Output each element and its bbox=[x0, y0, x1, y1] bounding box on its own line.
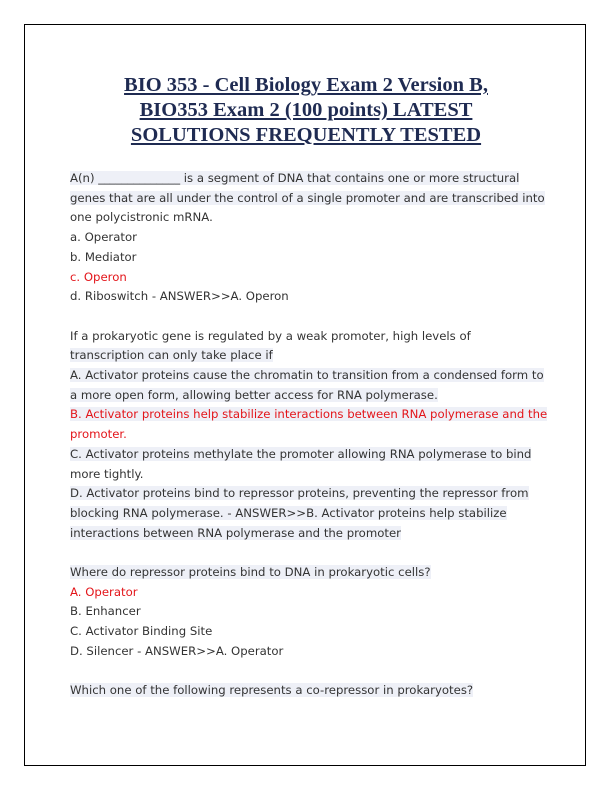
question-text: If a prokaryotic gene is regulated by a weak promoter, high levels of bbox=[70, 328, 471, 343]
correct-answer-option: c. Operon bbox=[70, 269, 127, 284]
answer-option: B. Enhancer bbox=[70, 604, 141, 619]
document-body bbox=[70, 169, 550, 701]
question-text: A(n) ______________ is a segment of DNA that contains one or more structural bbox=[70, 171, 520, 185]
question-text: genes that are all under the control of a single promoter and are transcribed into bbox=[70, 190, 545, 205]
correct-answer-option: promoter. bbox=[70, 427, 127, 442]
answer-option: a. Operator bbox=[70, 230, 137, 245]
answer-option: blocking RNA polymerase. - ANSWER>>B. Activator proteins help stabilize bbox=[70, 505, 507, 520]
answer-option: d. Riboswitch - ANSWER>>A. Operon bbox=[70, 289, 289, 304]
answer-option: interactions between RNA polymerase and the promoter bbox=[70, 525, 401, 540]
question-3 bbox=[70, 563, 550, 662]
question-4 bbox=[70, 681, 550, 701]
question-text: Which one of the following represents a co-repressor in prokaryotes? bbox=[70, 683, 474, 698]
answer-option: D. Silencer - ANSWER>>A. Operator bbox=[70, 643, 284, 658]
question-2 bbox=[70, 327, 550, 544]
question-text: one polycistronic mRNA. bbox=[70, 210, 213, 225]
correct-answer-option: A. Operator bbox=[70, 584, 138, 599]
answer-option: D. Activator proteins bind to repressor proteins, preventing the repressor from bbox=[70, 486, 529, 501]
correct-answer-option: B. Activator proteins help stabilize interactions between RNA polymerase and the bbox=[70, 407, 548, 422]
title-line: BIO 353 - Cell Biology Exam 2 Version B, bbox=[124, 74, 488, 96]
answer-option: C. Activator Binding Site bbox=[70, 624, 213, 639]
answer-option: more tightly. bbox=[70, 466, 144, 481]
answer-option: a more open form, allowing better access for RNA polymerase. bbox=[70, 387, 438, 402]
question-text: Where do repressor proteins bind to DNA in prokaryotic cells? bbox=[70, 565, 431, 580]
title-line: SOLUTIONS FREQUENTLY TESTED bbox=[130, 124, 482, 146]
answer-option: C. Activator proteins methylate the promoter allowing RNA polymerase to bind bbox=[70, 446, 532, 461]
document-title bbox=[24, 73, 588, 148]
answer-option: A. Activator proteins cause the chromatin to transition from a condensed form to bbox=[70, 368, 544, 383]
question-text: transcription can only take place if bbox=[70, 348, 273, 363]
title-line: BIO353 Exam 2 (100 points) LATEST bbox=[139, 99, 473, 121]
question-1 bbox=[70, 169, 550, 307]
answer-option: b. Mediator bbox=[70, 249, 137, 264]
